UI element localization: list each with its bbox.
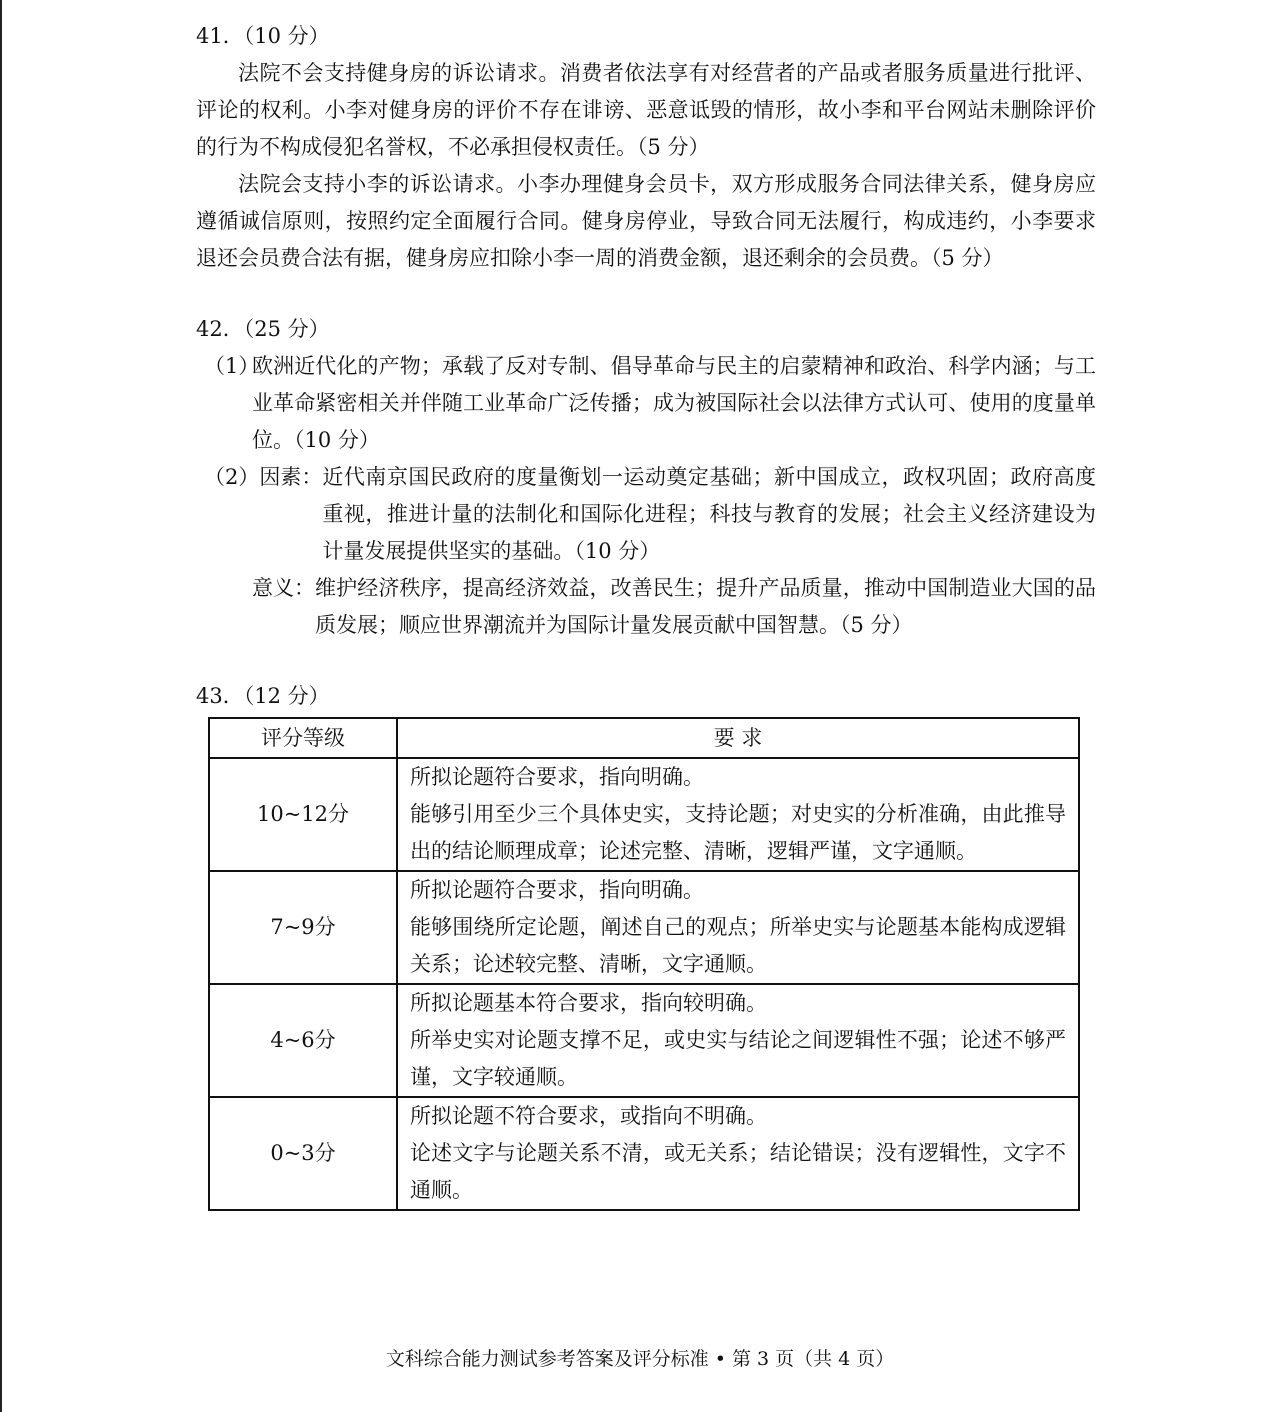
q42-part-1-number: （1） [204, 354, 260, 378]
grade-cell: 10~12分 [209, 758, 397, 871]
q42-part-1-text: 欧洲近代化的产物；承载了反对专制、倡导革命与民主的启蒙精神和政治、科学内涵；与工业革命紧密相关并伴随工业革命广泛传播；成为被国际社会以法律方式认可、使用的度量单位。（10 分） [252, 354, 1096, 452]
column-header-grade: 评分等级 [209, 718, 397, 758]
requirement-line: 所拟论题基本符合要求，指向较明确。 [410, 991, 767, 1015]
factors-text: 近代南京国民政府的度量衡划一运动奠定基础；新中国成立，政权巩固；政府高度重视，推进计量的法制化和国际化进程；科技与教育的发展；社会主义经济建设为计量发展提供坚实的基础。（10 分） [322, 465, 1096, 563]
q42-part-2-factors [196, 459, 1096, 570]
requirement-line: 所拟论题符合要求，指向明确。 [410, 765, 704, 789]
requirement-line: 所拟论题符合要求，指向明确。 [410, 878, 704, 902]
requirement-cell [397, 984, 1079, 1097]
grade-cell: 7~9分 [209, 871, 397, 984]
requirement-line: 论述文字与论题关系不清，或无关系；结论错误；没有逻辑性，文字不通顺。 [410, 1141, 1066, 1202]
meaning-label: 意义： [252, 576, 315, 600]
q42-part-1 [196, 348, 1096, 459]
table-row [209, 871, 1079, 984]
q43-heading: 43．（12 分） [196, 684, 330, 708]
q42-part-2-meaning [252, 570, 1096, 644]
q41-heading: 41．（10 分） [196, 24, 330, 48]
requirement-cell [397, 871, 1079, 984]
grade-cell: 0~3分 [209, 1097, 397, 1210]
requirement-cell [397, 758, 1079, 871]
page-left-border [0, 0, 2, 1412]
page-footer: 文科综合能力测试参考答案及评分标准 • 第 3 页（共 4 页） [385, 1348, 895, 1370]
table-row [209, 1097, 1079, 1210]
requirement-line: 能够围绕所定论题，阐述自己的观点；所举史实与论题基本能构成逻辑关系；论述较完整、清晰，文字通顺。 [410, 915, 1066, 976]
meaning-text: 维护经济秩序，提高经济效益，改善民生；提升产品质量，推动中国制造业大国的品质发展；顺应世界潮流并为国际计量发展贡献中国智慧。（5 分） [315, 576, 1096, 637]
q41-paragraph-1: 法院不会支持健身房的诉讼请求。消费者依法享有对经营者的产品或者服务质量进行批评、评论的权利。小李对健身房的评价不存在诽谤、恶意诋毁的情形，故小李和平台网站未删除评价的行为不构成侵犯名誉权，不必承担侵权责任。（5 分） [196, 61, 1096, 159]
table-row [209, 758, 1079, 871]
q42-heading: 42．（25 分） [196, 317, 330, 341]
table-header-row [209, 718, 1079, 758]
grading-rubric-table [208, 717, 1080, 1211]
factors-label: 因素： [259, 465, 323, 489]
q42-part-2-number: （2） [204, 465, 260, 489]
q41-paragraph-2: 法院会支持小李的诉讼请求。小李办理健身会员卡，双方形成服务合同法律关系，健身房应遵循诚信原则，按照约定全面履行合同。健身房停业，导致合同无法履行，构成违约，小李要求退还会员费合法有据，健身房应扣除小李一周的消费金额，退还剩余的会员费。（5 分） [196, 172, 1096, 270]
requirement-line: 所举史实对论题支撑不足，或史实与结论之间逻辑性不强；论述不够严谨，文字较通顺。 [410, 1028, 1066, 1089]
grade-cell: 4~6分 [209, 984, 397, 1097]
table-row [209, 984, 1079, 1097]
requirement-line: 能够引用至少三个具体史实，支持论题；对史实的分析准确，由此推导出的结论顺理成章；论述完整、清晰，逻辑严谨，文字通顺。 [410, 802, 1066, 863]
requirement-cell [397, 1097, 1079, 1210]
requirement-line: 所拟论题不符合要求，或指向不明确。 [410, 1104, 767, 1128]
column-header-requirements: 要 求 [397, 718, 1079, 758]
answer-content [196, 18, 1096, 1211]
